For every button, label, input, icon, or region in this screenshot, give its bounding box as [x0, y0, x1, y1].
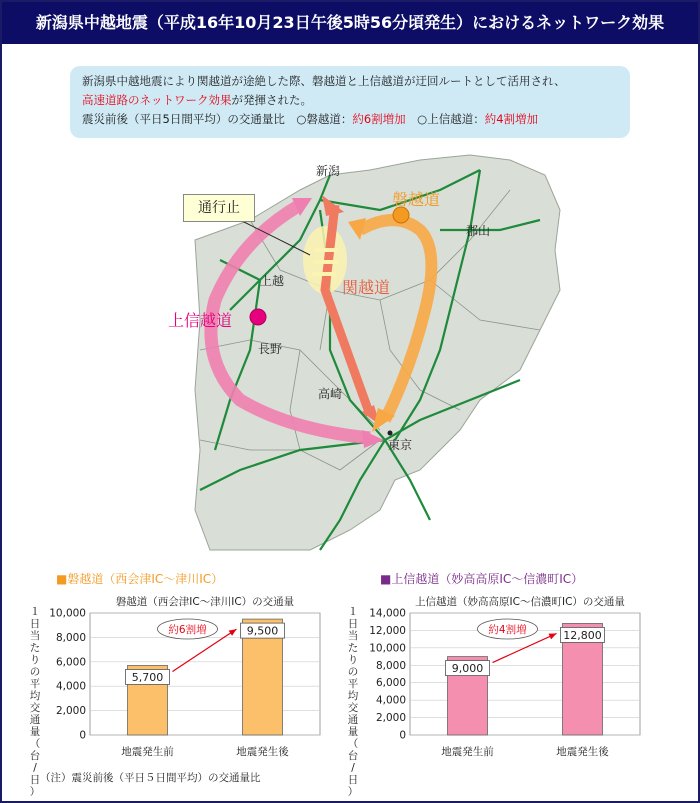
- x-tick-label: 地震発生後: [556, 746, 609, 758]
- y-tick-label: 6,000: [55, 656, 86, 669]
- ylabel-joshinetsu: １ 日 当 た り の 平 均 交 通 量 （ 台 / 日 ）: [347, 606, 359, 798]
- joshinetsu-ratio: 約4割増加: [484, 112, 539, 126]
- y-tick-label: 12,000: [369, 624, 406, 637]
- y-tick-label: 6,000: [375, 677, 406, 690]
- chart-title-joshinetsu: 上信越道（妙高高原IC〜信濃町IC）の交通量: [415, 596, 625, 608]
- city-niigata: 新潟: [316, 164, 341, 178]
- y-tick-label: 4,000: [375, 694, 406, 707]
- y-tick-label: 4,000: [55, 680, 86, 693]
- growth-arrowhead: [229, 629, 237, 636]
- y-tick-label: 0: [79, 729, 86, 742]
- tokyo-dot: [388, 431, 393, 436]
- y-tick-label: 8,000: [55, 631, 86, 644]
- y-tick-label: 2,000: [375, 712, 406, 725]
- city-koriyama: 郡山: [466, 224, 491, 238]
- y-tick-label: 14,000: [369, 607, 406, 620]
- joshinetsu-marker: [250, 309, 266, 325]
- y-tick-label: 2,000: [55, 705, 86, 718]
- value-label: 9,000: [451, 662, 484, 676]
- chart-heading-joshinetsu-text: ■上信越道（妙高高原IC〜信濃町IC）: [380, 572, 584, 586]
- chart-heading-joshinetsu: [380, 570, 583, 587]
- ratio-prefix: 震災前後（平日5日間平均）の交通量比 ○磐越道：: [82, 112, 353, 126]
- value-label: 5,700: [131, 670, 164, 684]
- chart-banetsu: [40, 605, 340, 775]
- info-line-1: 新潟県中越地震により関越道が途絶した際、磐越道と上信越道が迂回ルートとして活用され、: [82, 74, 566, 88]
- banetsu-ratio: 約6割増加: [352, 112, 406, 126]
- annotation-label: 約6割増: [168, 624, 207, 636]
- closure-callout: 通行止: [183, 194, 255, 222]
- value-label: 9,500: [246, 624, 279, 638]
- y-tick-label: 10,000: [49, 607, 86, 620]
- page-title: 新潟県中越地震（平成16年10月23日午後5時56分頃発生）におけるネットワーク効果: [2, 2, 698, 44]
- info-box: [70, 66, 630, 138]
- route-label-banetsu: 磐越道: [392, 190, 441, 209]
- x-tick-label: 地震発生前: [441, 746, 494, 758]
- info-line-2-rest: が発揮された。: [231, 93, 312, 107]
- chart-heading-banetsu: [56, 570, 223, 587]
- route-map: [0, 150, 700, 560]
- info-line-3: [82, 110, 618, 129]
- y-tick-label: 10,000: [369, 642, 406, 655]
- ratio-mid: ○上信越道：: [405, 112, 485, 126]
- ylabel-banetsu: １ 日 当 た り の 平 均 交 通 量 （ 台 / 日 ）: [29, 606, 41, 798]
- chart-title-banetsu: 磐越道（西会津IC〜津川IC）の交通量: [115, 596, 295, 608]
- network-effect-text: 高速道路のネットワーク効果: [82, 93, 232, 107]
- info-line-2: [82, 91, 618, 110]
- footnote: （注）震災前後（平日５日間平均）の交通量比: [40, 772, 261, 784]
- chart-heading-banetsu-text: ■磐越道（西会津IC〜津川IC）: [56, 572, 224, 586]
- value-label: 12,800: [563, 628, 602, 642]
- route-label-joshinetsu: 上信越道: [168, 311, 233, 330]
- y-tick-label: 0: [399, 729, 406, 742]
- city-nagano: 長野: [258, 342, 283, 356]
- annotation-label: 約4割増: [488, 624, 527, 636]
- city-takasaki: 高崎: [318, 387, 343, 401]
- y-tick-label: 8,000: [375, 659, 406, 672]
- city-tokyo: 東京: [388, 438, 413, 452]
- x-tick-label: 地震発生前: [121, 746, 174, 758]
- x-tick-label: 地震発生後: [236, 746, 289, 758]
- chart-joshinetsu: [360, 605, 660, 775]
- city-joetsu: 上越: [260, 274, 285, 288]
- route-label-kanetsu: 関越道: [342, 278, 391, 297]
